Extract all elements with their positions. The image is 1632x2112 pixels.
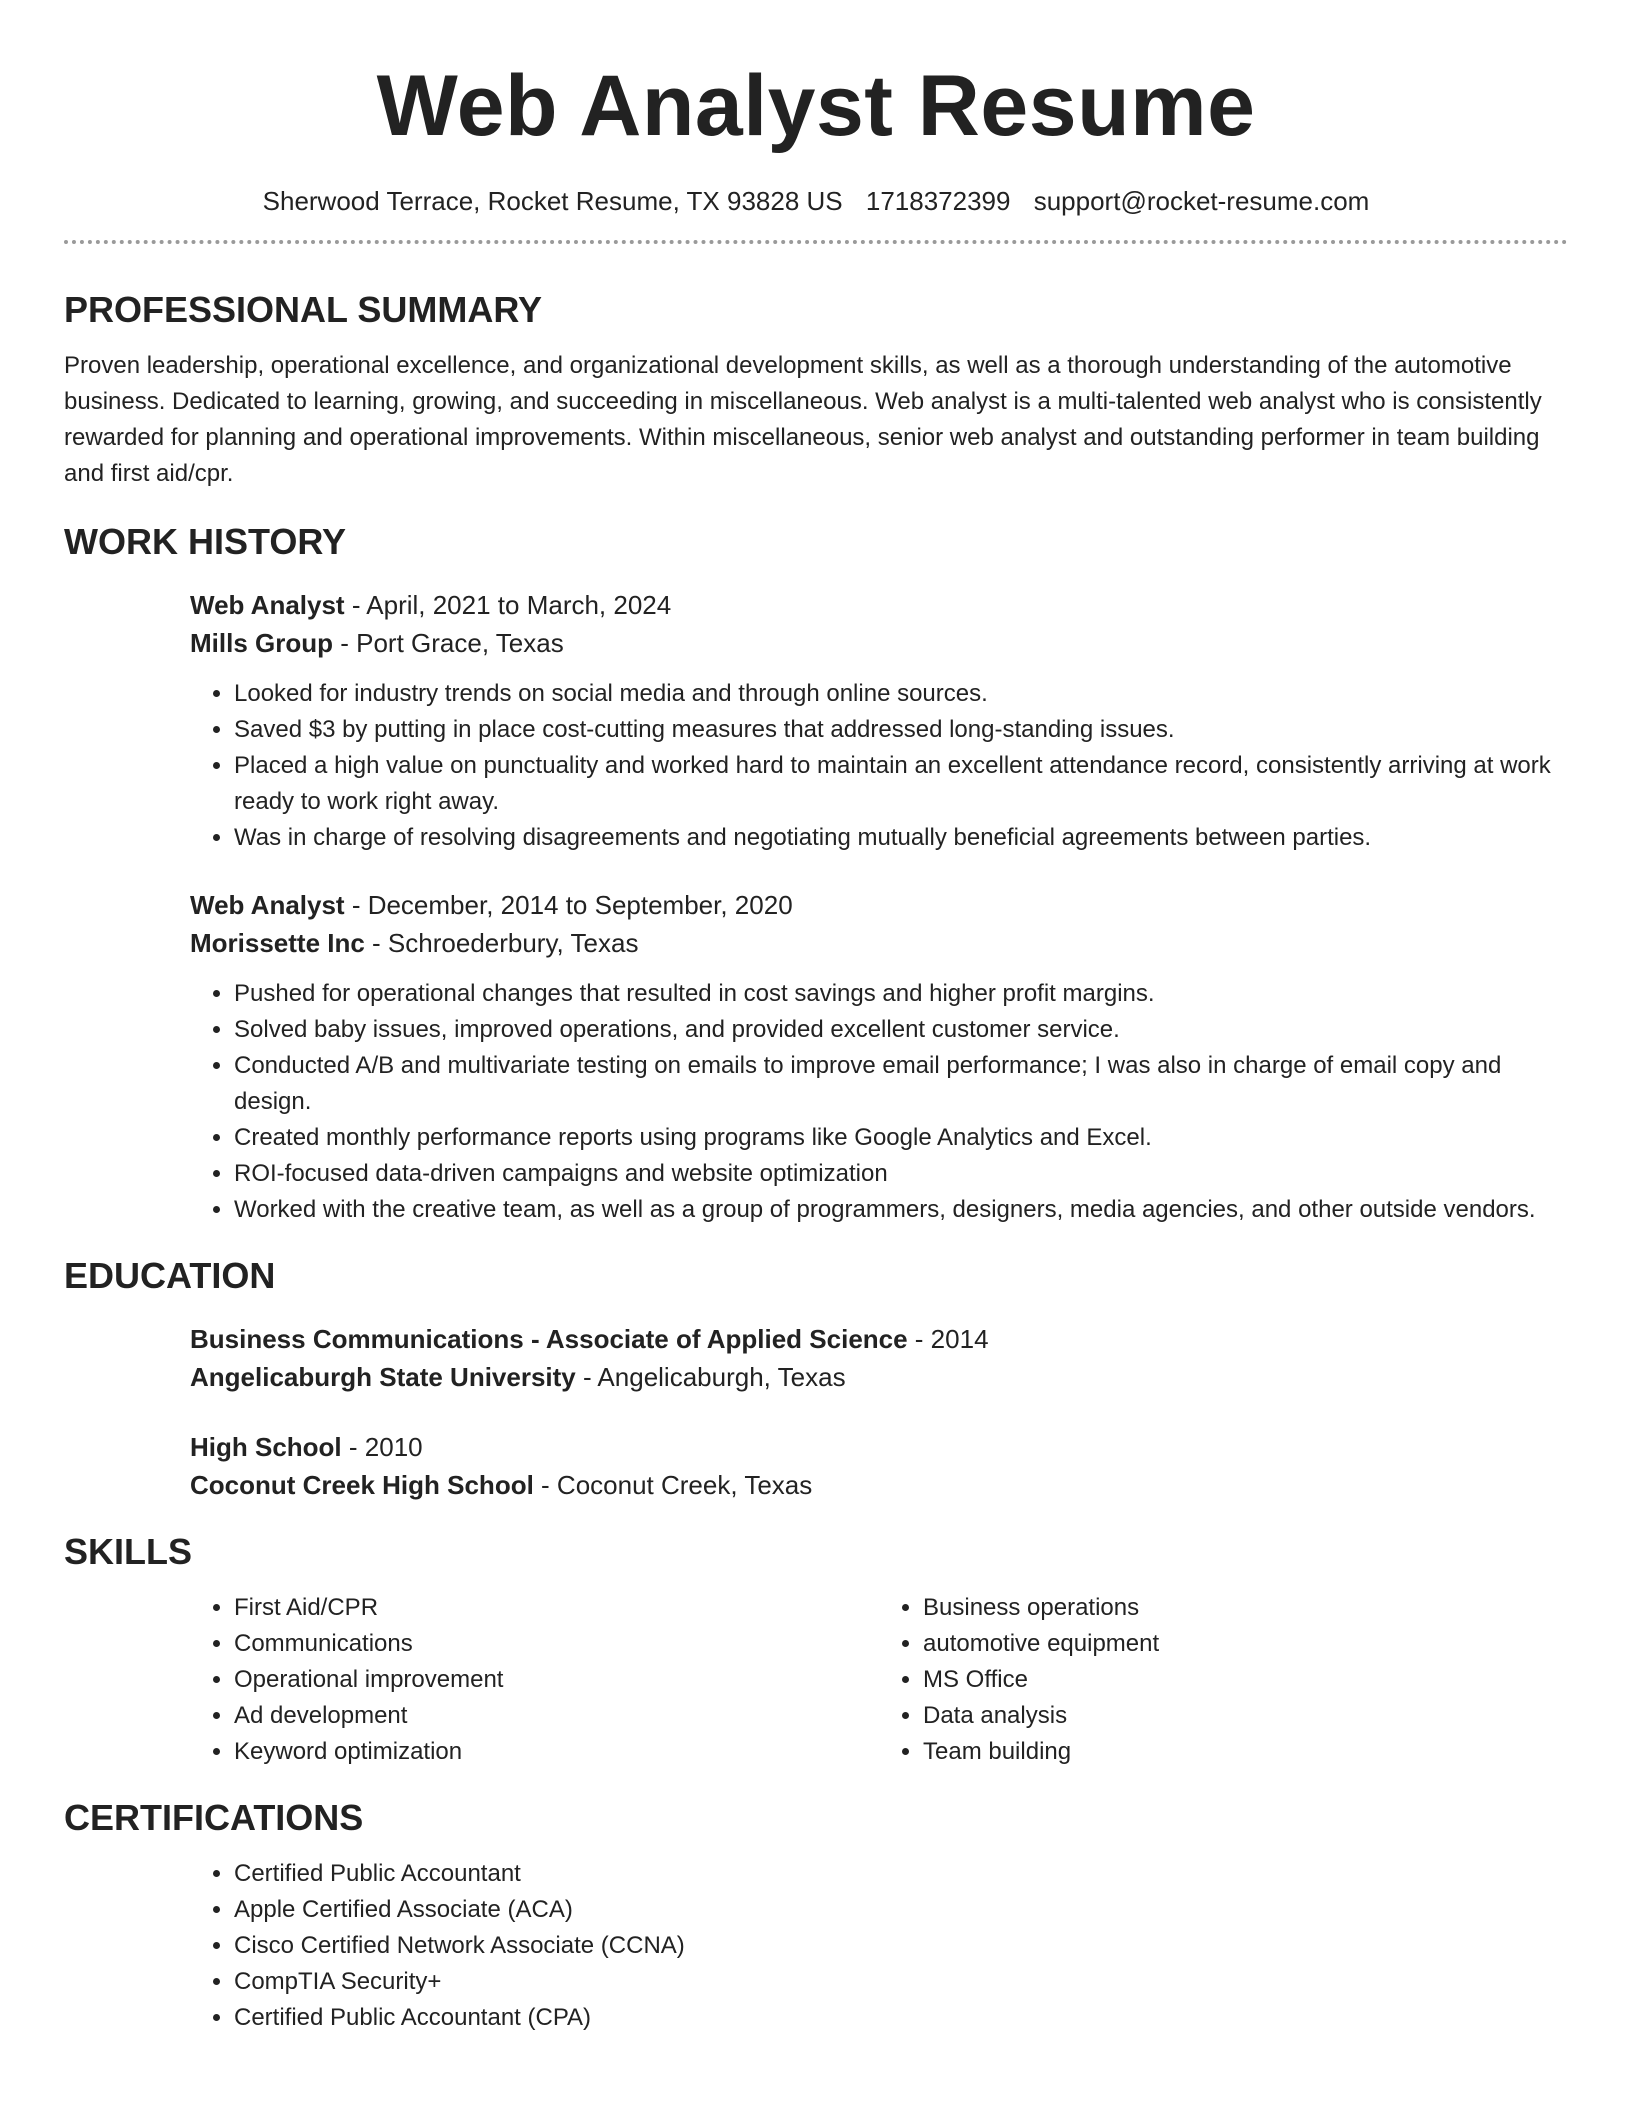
job-company-line [190,924,1568,962]
job-title-line [190,886,1568,924]
list-item: • Created monthly performance reports using programs like Google Analytics and Excel. [234,1120,1568,1156]
list-item: • Worked with the creative team, as well as a group of programmers, designers, media agencies, and other outside vendors. [234,1192,1568,1228]
list-item: • Team building [923,1734,1568,1770]
job-entry [190,586,1568,856]
job-bullets [190,676,1568,856]
list-item: • Certified Public Accountant (CPA) [234,2000,1568,2036]
job-dates: - April, 2021 to March, 2024 [344,590,672,620]
list-item: • automotive equipment [923,1626,1568,1662]
list-item: • Cisco Certified Network Associate (CCNA) [234,1928,1568,1964]
education-degree-line [190,1428,1568,1466]
job-company: Morissette Inc [190,928,365,958]
list-item: • Keyword optimization [234,1734,879,1770]
job-company-line [190,624,1568,662]
list-item: • Communications [234,1626,879,1662]
list-item: • Solved baby issues, improved operations, and provided excellent customer service. [234,1012,1568,1048]
list-item: • Saved $3 by putting in place cost-cutting measures that addressed long-standing issues. [234,712,1568,748]
job-bullets [190,976,1568,1228]
job-location: - Schroederbury, Texas [364,928,639,958]
list-item: • CompTIA Security+ [234,1964,1568,2000]
contact-info [64,184,1568,218]
summary-text: Proven leadership, operational excellence, and organizational development skills, as well as a thorough understanding of the automotive business. Dedicated to learning, growing, and succeeding in miscellaneous. Web analyst is a multi-talented web analyst who is consistently rewarded for planning and operational improvements. Within miscellaneous, senior web analyst and outstanding performer in team building and first aid/cpr. [64,352,1542,487]
list-item: • Conducted A/B and multivariate testing on emails to improve email performance; I was also in charge of email copy and design. [234,1048,1568,1120]
header-divider [64,240,1568,244]
education-degree: High School [190,1432,342,1462]
contact-address: Sherwood Terrace, Rocket Resume, TX 93828 US [262,186,843,216]
job-title-line [190,586,1568,624]
section-title-certifications: CERTIFICATIONS [64,1797,364,1838]
education-entry [190,1428,1568,1504]
contact-email: support@rocket-resume.com [1033,186,1370,216]
list-item: • Was in charge of resolving disagreements and negotiating mutually beneficial agreements between parties. [234,820,1568,856]
job-entry [190,886,1568,1228]
list-item: • Business operations [923,1590,1568,1626]
education-location: - Angelicaburgh, Texas [575,1362,846,1392]
list-item: • First Aid/CPR [234,1590,879,1626]
list-item: • Data analysis [923,1698,1568,1734]
resume-page [64,0,1568,2036]
education-school-line [190,1466,1568,1504]
section-title-skills: SKILLS [64,1531,193,1572]
section-title-education: EDUCATION [64,1255,276,1296]
skills-list-left [190,1590,879,1770]
list-item: • Apple Certified Associate (ACA) [234,1892,1568,1928]
list-item: • Placed a high value on punctuality and worked hard to maintain an excellent attendance record, consistently arriving at work ready to work right away. [234,748,1568,820]
list-item: • Pushed for operational changes that resulted in cost savings and higher profit margins. [234,976,1568,1012]
skills-list-right [879,1590,1568,1770]
list-item: • Operational improvement [234,1662,879,1698]
list-item: • MS Office [923,1662,1568,1698]
job-company: Mills Group [190,628,333,658]
list-item: • Certified Public Accountant [234,1856,1568,1892]
resume-title: Web Analyst Resume [376,58,1256,154]
list-item: • Ad development [234,1698,879,1734]
certifications-block [190,1856,1568,2036]
job-title: Web Analyst [190,590,345,620]
education-entry [190,1320,1568,1396]
certifications-list [190,1856,1568,2036]
job-title: Web Analyst [190,890,345,920]
section-title-summary: PROFESSIONAL SUMMARY [64,289,543,330]
education-year: - 2010 [341,1432,423,1462]
education-location: - Coconut Creek, Texas [533,1470,813,1500]
section-title-work-history: WORK HISTORY [64,521,347,562]
list-item: • Looked for industry trends on social media and through online sources. [234,676,1568,712]
education-school: Coconut Creek High School [190,1470,534,1500]
job-location: - Port Grace, Texas [333,628,564,658]
education-degree-line [190,1320,1568,1358]
education-degree: Business Communications - Associate of Applied Science [190,1324,908,1354]
education-school: Angelicaburgh State University [190,1362,576,1392]
contact-phone: 1718372399 [865,186,1011,216]
list-item: • ROI-focused data-driven campaigns and website optimization [234,1156,1568,1192]
education-year: - 2014 [907,1324,989,1354]
education-school-line [190,1358,1568,1396]
skills-grid [190,1590,1568,1770]
job-dates: - December, 2014 to September, 2020 [344,890,793,920]
